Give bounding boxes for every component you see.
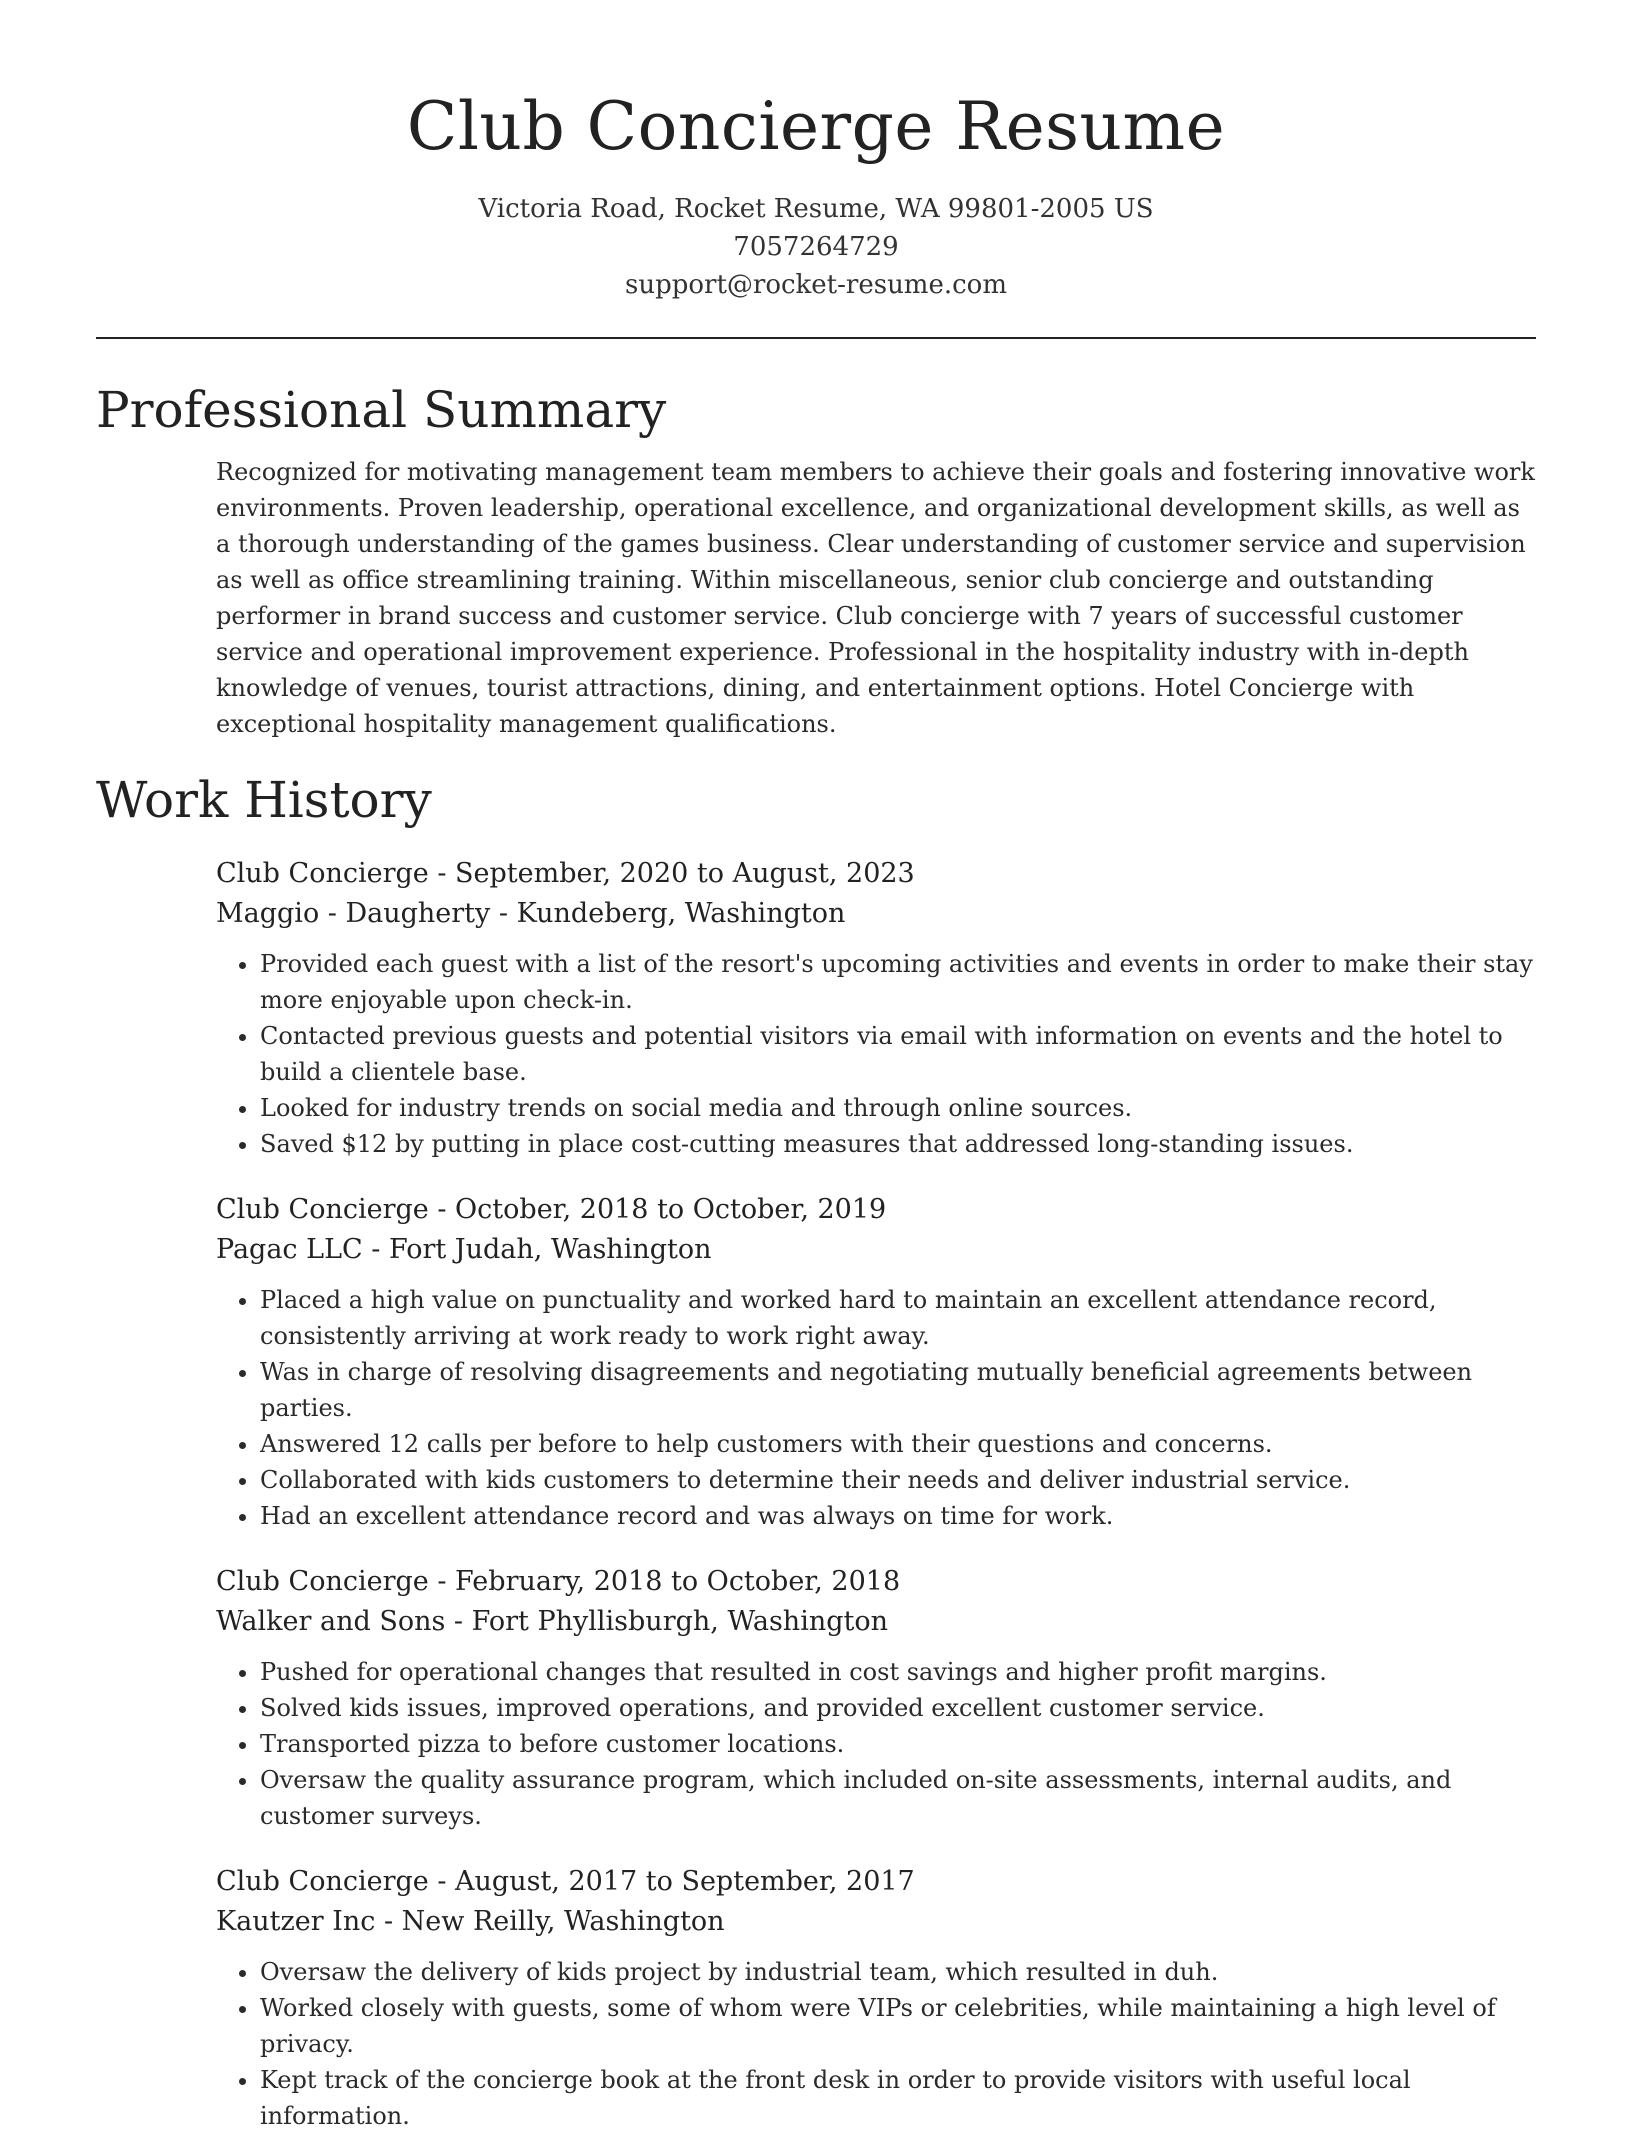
- job-bullet: • Contacted previous guests and potential visitors via email with information on events and the hotel to build a clientele base.: [260, 1018, 1536, 1090]
- job-bullet: • Oversaw the quality assurance program, which included on-site assessments, internal audits, and customer surveys.: [260, 1762, 1536, 1834]
- contact-address: Victoria Road, Rocket Resume, WA 99801-2005 US: [478, 194, 1154, 224]
- job-bullet-list: [216, 1654, 1536, 1834]
- job-company-location: Pagac LLC - Fort Judah, Washington: [216, 1234, 712, 1265]
- professional-summary-section: [96, 376, 1536, 742]
- resume-title: Club Concierge Resume: [406, 88, 1226, 165]
- job-bullet: • Collaborated with kids customers to determine their needs and deliver industrial service.: [260, 1462, 1536, 1498]
- job-bullet-list: [216, 1954, 1536, 2134]
- work-history-heading: Work History: [96, 771, 432, 829]
- job-bullet: • Solved kids issues, improved operations, and provided excellent customer service.: [260, 1690, 1536, 1726]
- job-bullet: • Worked closely with guests, some of whom were VIPs or celebrities, while maintaining a high level of privacy.: [260, 1990, 1536, 2062]
- contact-phone: 7057264729: [733, 232, 899, 262]
- job-bullet: • Answered 12 calls per before to help customers with their questions and concerns.: [260, 1426, 1536, 1462]
- job-company-location: Maggio - Daugherty - Kundeberg, Washington: [216, 898, 846, 929]
- job-entry: [216, 1862, 1536, 2134]
- job-company-location: Walker and Sons - Fort Phyllisburgh, Washington: [216, 1606, 888, 1637]
- job-bullet: • Provided each guest with a list of the resort's upcoming activities and events in order to make their stay more enjoyable upon check-in.: [260, 946, 1536, 1018]
- resume-header: [96, 0, 1536, 304]
- summary-heading: Professional Summary: [96, 381, 667, 439]
- work-history-section: [96, 766, 1536, 2134]
- job-entry: [216, 854, 1536, 1162]
- job-bullet-list: [216, 946, 1536, 1162]
- resume-page: [96, 0, 1536, 2134]
- summary-text: Recognized for motivating management team members to achieve their goals and fostering innovative work environments. Proven leadership, operational excellence, and organizational development skills, as well as a thorough understanding of the games business. Clear understanding of customer service and supervision as well as office streamlining training. Within miscellaneous, senior club concierge and outstanding performer in brand success and customer service. Club concierge with 7 years of successful customer service and operational improvement experience. Professional in the hospitality industry with in-depth knowledge of venues, tourist attractions, dining, and entertainment options. Hotel Concierge with exceptional hospitality management qualifications.: [216, 458, 1535, 738]
- job-entry: [216, 1562, 1536, 1834]
- contact-email: support@rocket-resume.com: [624, 270, 1007, 300]
- job-title-dates: Club Concierge - August, 2017 to September, 2017: [216, 1866, 915, 1897]
- job-bullet: • Looked for industry trends on social media and through online sources.: [260, 1090, 1536, 1126]
- job-bullet: • Was in charge of resolving disagreements and negotiating mutually beneficial agreements between parties.: [260, 1354, 1536, 1426]
- job-bullet: • Oversaw the delivery of kids project by industrial team, which resulted in duh.: [260, 1954, 1536, 1990]
- job-company-location: Kautzer Inc - New Reilly, Washington: [216, 1906, 725, 1937]
- contact-block: [96, 190, 1536, 304]
- job-list: [216, 854, 1536, 2134]
- job-bullet: • Saved $12 by putting in place cost-cutting measures that addressed long-standing issues.: [260, 1126, 1536, 1162]
- job-title-dates: Club Concierge - September, 2020 to August, 2023: [216, 858, 915, 889]
- job-bullet: • Placed a high value on punctuality and worked hard to maintain an excellent attendance record, consistently arriving at work ready to work right away.: [260, 1282, 1536, 1354]
- job-bullet: • Transported pizza to before customer locations.: [260, 1726, 1536, 1762]
- job-bullet: • Kept track of the concierge book at the front desk in order to provide visitors with useful local information.: [260, 2062, 1536, 2134]
- job-title-dates: Club Concierge - February, 2018 to October, 2018: [216, 1566, 901, 1597]
- job-entry: [216, 1190, 1536, 1534]
- header-divider: [96, 337, 1536, 339]
- job-bullet-list: [216, 1282, 1536, 1534]
- job-bullet: • Pushed for operational changes that resulted in cost savings and higher profit margins.: [260, 1654, 1536, 1690]
- job-title-dates: Club Concierge - October, 2018 to October, 2019: [216, 1194, 887, 1225]
- job-bullet: • Had an excellent attendance record and was always on time for work.: [260, 1498, 1536, 1534]
